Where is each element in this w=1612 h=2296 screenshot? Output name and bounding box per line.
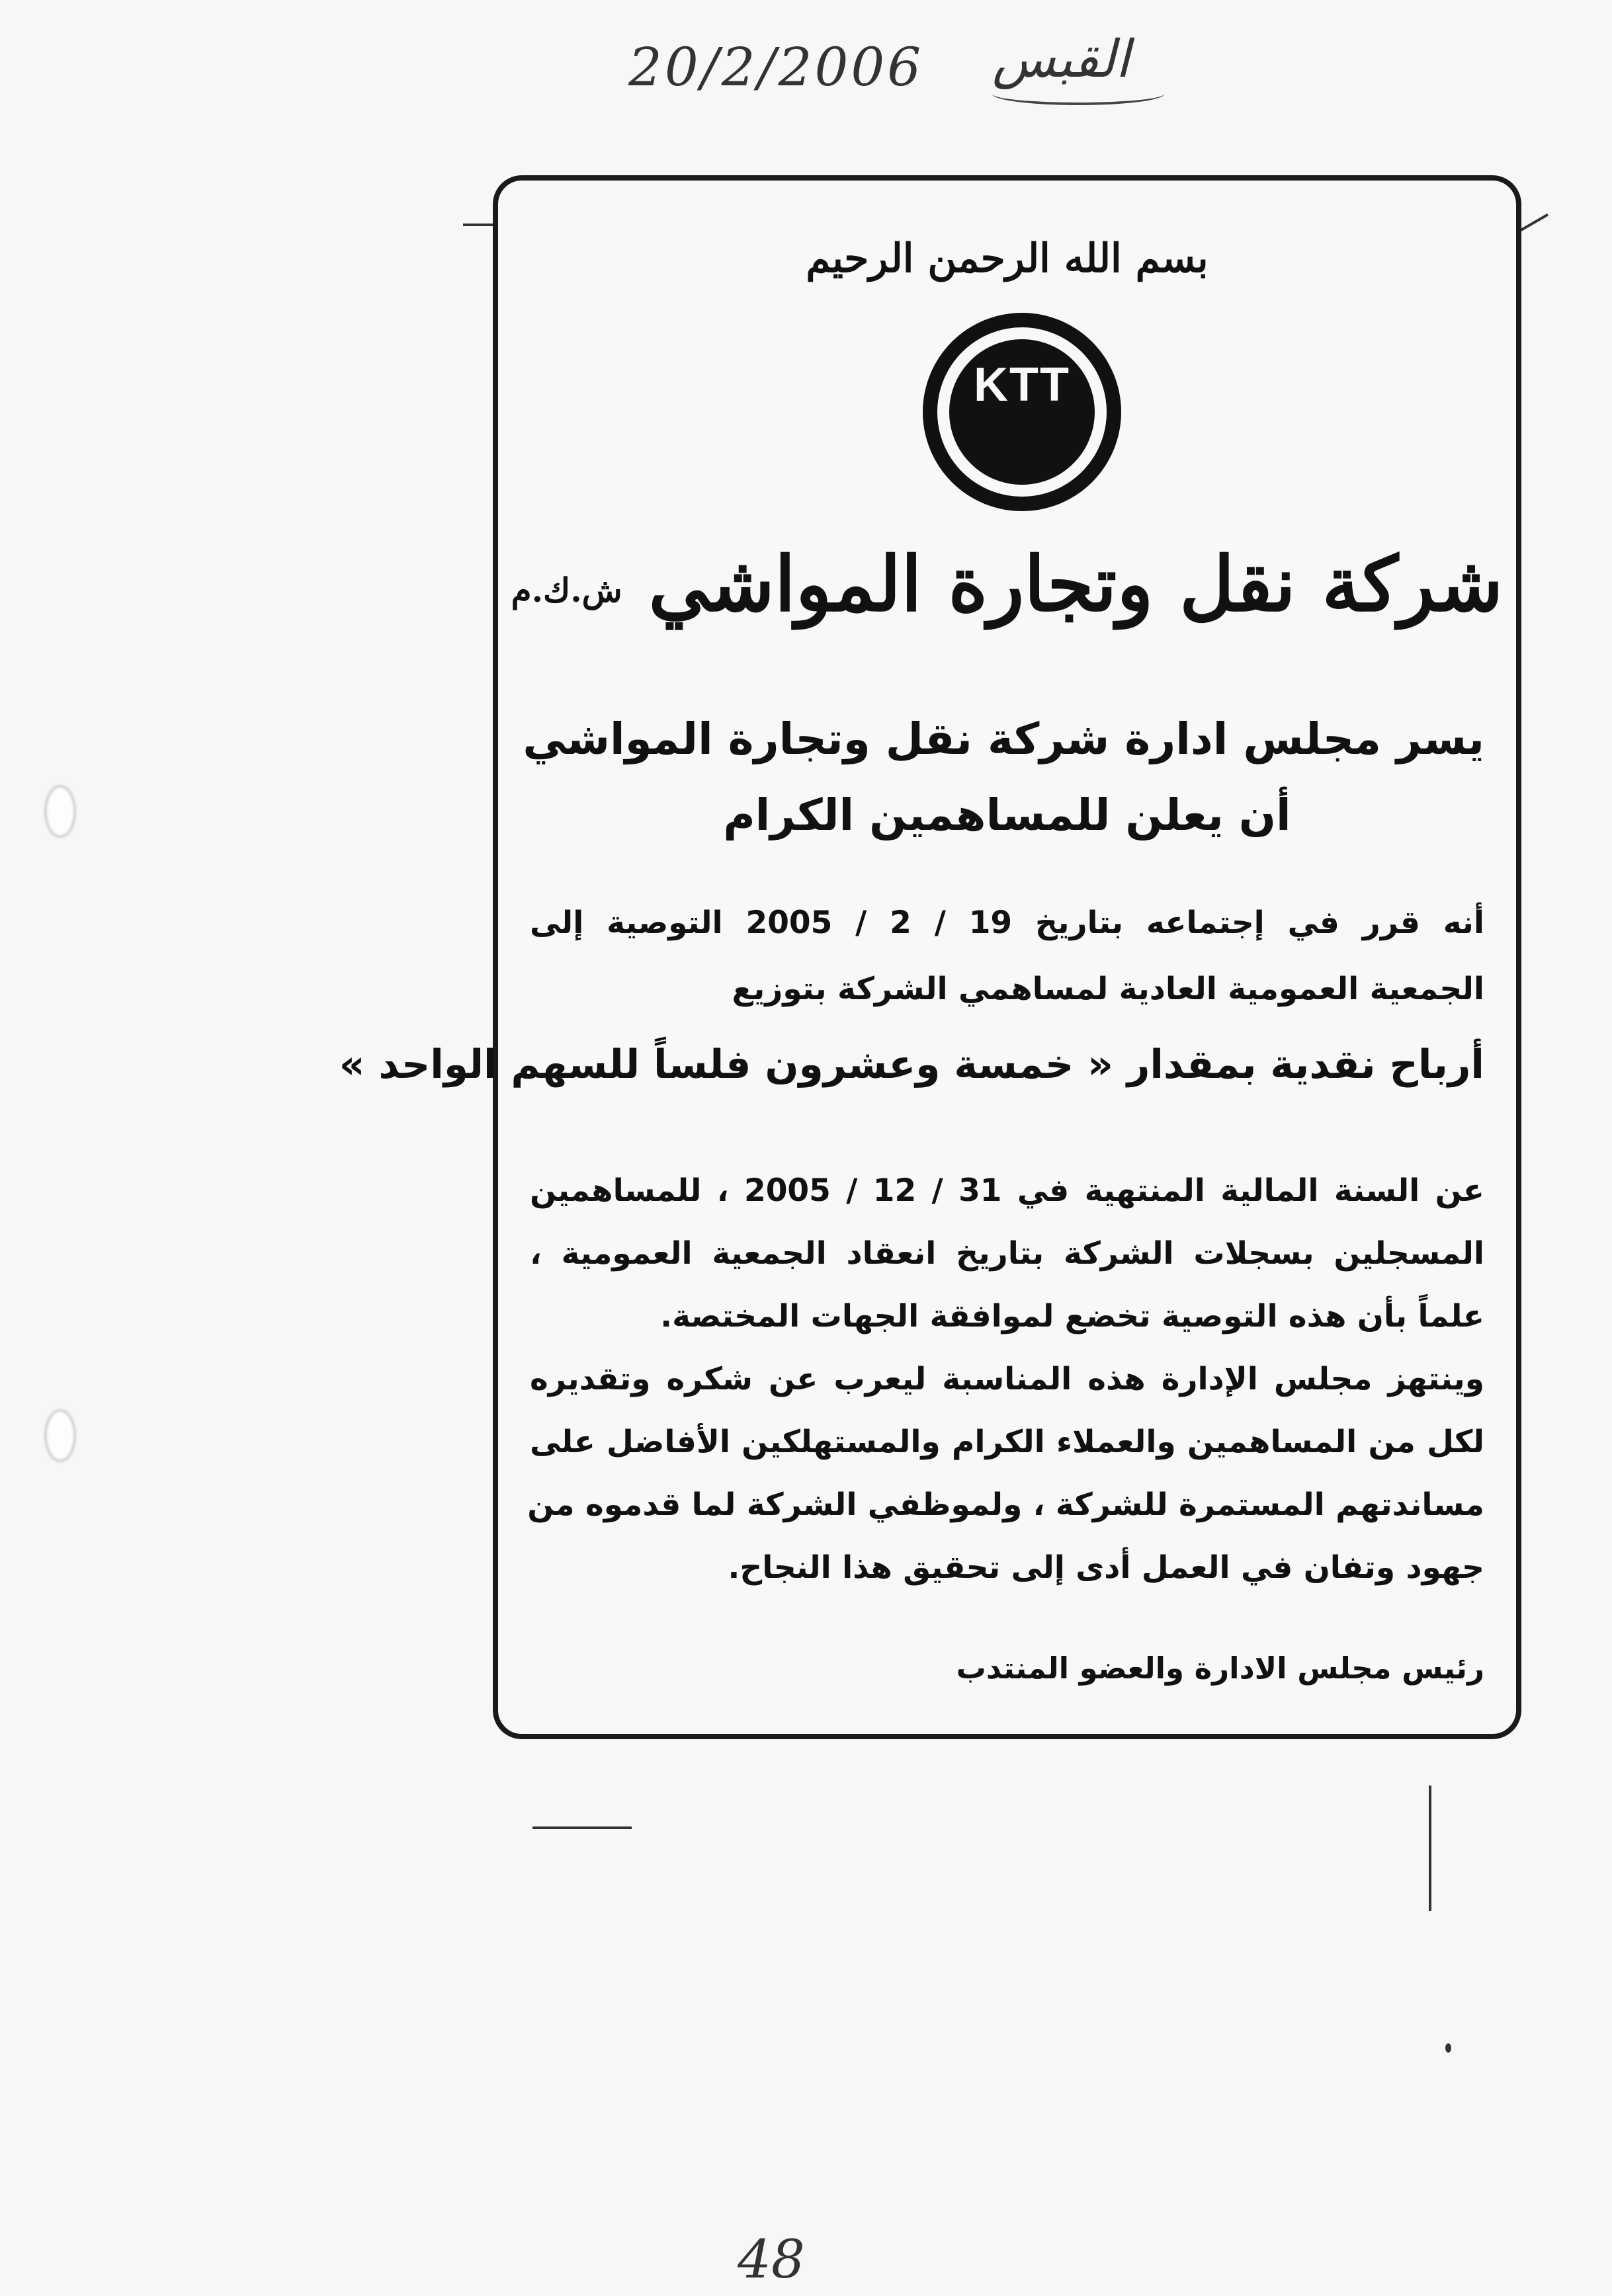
logo-letters: KTT	[974, 358, 1070, 411]
company-name-text: شركة نقل وتجارة المواشي	[648, 540, 1504, 628]
heading-line: يسر مجلس ادارة شركة نقل وتجارة المواشي	[523, 714, 1484, 764]
crop-mark-right-bottom	[1429, 1785, 1431, 1911]
decision-line: أنه قرر في إجتماعه بتاريخ 19 / 2 / 2005 التوصية إلى	[530, 905, 1484, 941]
detail-line: علماً بأن هذه التوصية تخضع لموافقة الجهات المختصة.	[660, 1298, 1484, 1334]
company-logo-icon	[923, 313, 1121, 511]
detail-line: جهود وتفان في العمل أدى إلى تحقيق هذا النجاح.	[728, 1549, 1484, 1586]
punch-hole-top	[45, 786, 75, 837]
heading-line: أن يعلن للمساهمين الكرام	[723, 790, 1291, 840]
signature: رئيس مجلس الادارة والعضو المنتدب	[956, 1651, 1484, 1686]
decision-line: الجمعية العمومية العادية لمساهمي الشركة بتوزيع	[732, 971, 1484, 1007]
dividend-banner: أرباح نقدية بمقدار « خمسة وعشرون فلساً للسهم الواحد »	[339, 1042, 1484, 1088]
handwritten-page-number: 48	[738, 2229, 805, 2290]
company-abbreviation: ش.ك.م	[511, 571, 622, 610]
ink-speck	[1445, 2043, 1451, 2053]
handwritten-underline	[992, 83, 1164, 105]
detail-line: لكل من المساهمين والعملاء الكرام والمستهلكين الأفاضل على	[530, 1424, 1484, 1460]
company-name	[498, 538, 1516, 637]
handwritten-date: 20/2/2006	[628, 36, 924, 98]
handwritten-source: القبس	[992, 30, 1130, 89]
detail-line: وينتهز مجلس الإدارة هذه المناسبة ليعرب عن شكره وتقديره	[530, 1361, 1484, 1397]
crop-mark-bottom-left	[532, 1826, 632, 1829]
announcement-frame	[339, 175, 1521, 1739]
detail-line: عن السنة المالية المنتهية في 31 / 12 / 2005 ، للمساهمين	[530, 1172, 1484, 1209]
detail-line: المسجلين بسجلات الشركة بتاريخ انعقاد الجمعية العمومية ،	[530, 1235, 1484, 1272]
detail-line: مساندتهم المستمرة للشركة ، ولموظفي الشركة لما قدموه من	[527, 1487, 1484, 1523]
basmala: بسم الله الرحمن الرحيم	[806, 235, 1209, 282]
punch-hole-bottom	[45, 1410, 75, 1461]
